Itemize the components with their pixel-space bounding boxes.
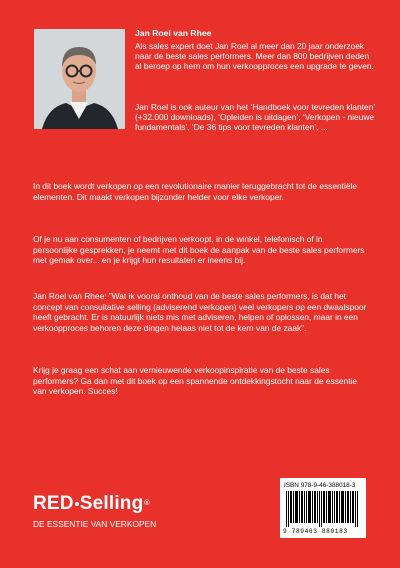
logo-selling-text: Selling xyxy=(79,493,144,514)
isbn-barcode-box xyxy=(280,478,366,538)
brand-tagline: DE ESSENTIE VAN VERKOPEN xyxy=(33,519,157,529)
logo-red-text: RED xyxy=(33,493,74,514)
author-name: Jan Roel van Rhee xyxy=(135,28,212,38)
blurb-paragraph-3: Jan Roel van Rhee: ”Wat ik vooral onthoud van de beste sales performers, is dat het concept van consultative selling (adviserend verkopen) veel verkopers op een dwaalspoor heeft gebracht. Er is natuurlijk niets mis met adviseren, helpen of oplossen, maar in een verkoopproces behoren deze dingen helaas niet tot de kern van de zaak”. xyxy=(33,291,367,333)
blurb-paragraph-2: Of je nu aan consumenten of bedrijven verkoopt, in de winkel, telefonisch of in persoonlijke gesprekken, je neemt met dit boek de aanpak van de beste sales performers met gemak over... en je krijgt hun resultaten er ineens bij. xyxy=(33,234,365,266)
red-selling-logo xyxy=(33,493,150,515)
author-photo xyxy=(34,29,125,129)
blurb-paragraph-4: Krijg je graag een schat aan vernieuwende verkoopinspiratie van de beste sales performers? Ga dan met dit boek op een spannende ontdekkingstocht naar de essentie van verkopen. Succes! xyxy=(33,365,358,397)
barcode-icon xyxy=(284,491,362,527)
barcode-digits: 9 789463 880183 xyxy=(283,528,348,535)
registered-mark: ® xyxy=(144,500,150,507)
blurb-paragraph-1: In dit boek wordt verkopen op een revolutionaire manier teruggebracht tot de essentiële elementen. Dit maakt verkopen bijzonder helder voor elke verkoper. xyxy=(33,181,358,202)
author-bio: Als sales expert doet Jan Roel al meer dan 20 jaar onderzoek naar de beste sales performers. Meer dan 800 bedrijven deden al beroep op hem om hun verkoopproces een upgrade te geven. xyxy=(135,41,374,72)
author-bio-publications: Jan Roel is ook auteur van het ‘Handboek voor tevreden klanten’ (+32.000 downloads), ‘Opleiden is uitdagen’, ‘Verkopen - nieuwe fundamentals’, ‘De 36 tips voor tevreden klanten’, ... xyxy=(135,102,375,133)
isbn-label: ISBN 978-9-46-388018-3 xyxy=(284,482,356,489)
logo-dot-icon xyxy=(75,502,79,506)
